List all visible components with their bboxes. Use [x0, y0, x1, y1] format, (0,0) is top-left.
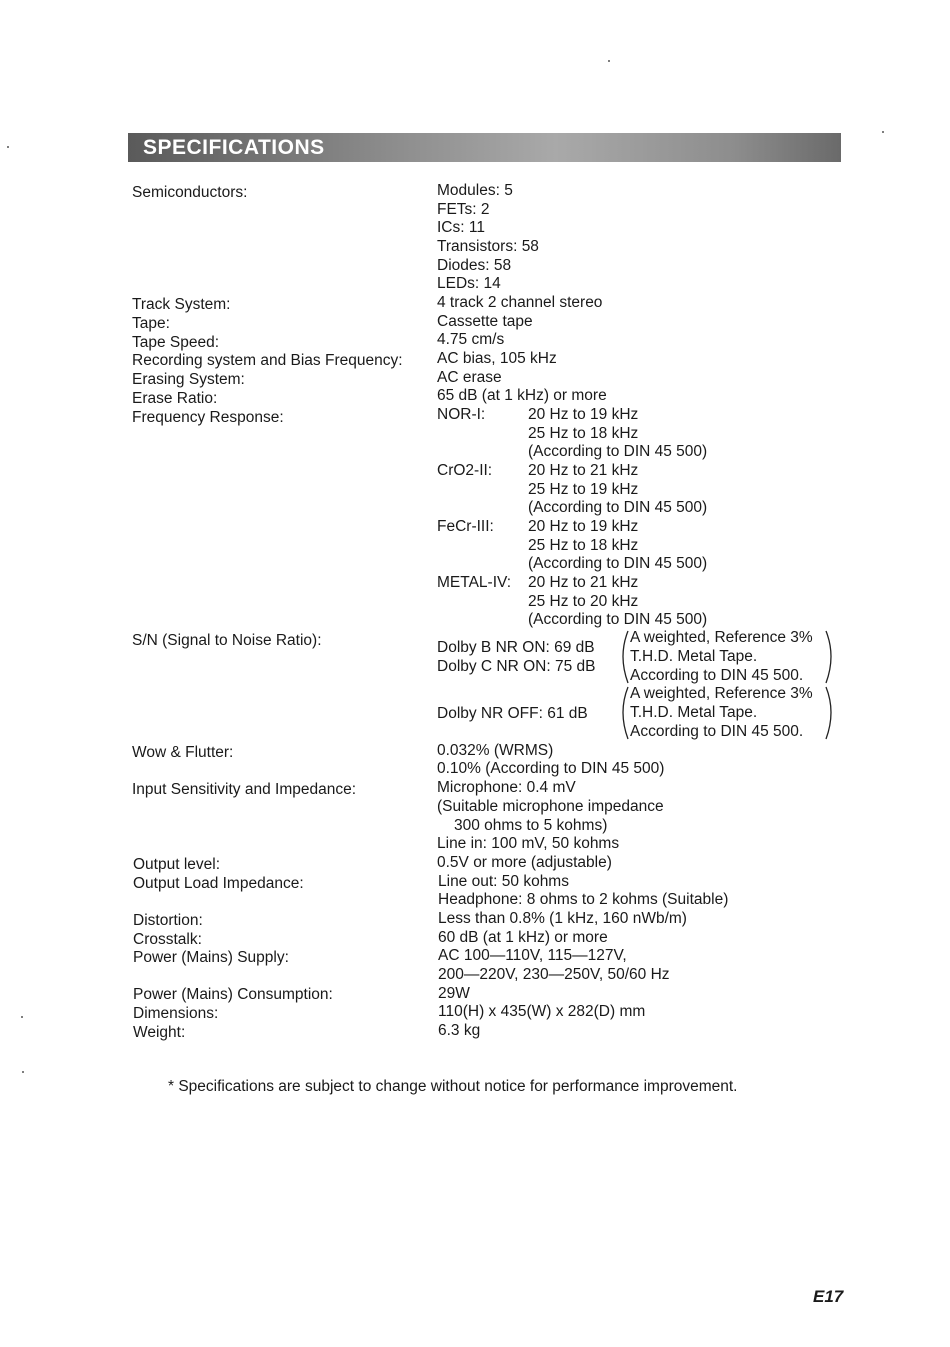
- track-label: Track System:: [132, 296, 231, 313]
- leds-value: LEDs: 14: [437, 275, 501, 292]
- nor-line-1: 20 Hz to 19 kHz: [528, 406, 639, 423]
- consumption-value: 29W: [438, 985, 470, 1002]
- fets-value: FETs: 2: [437, 201, 490, 218]
- speed-value: 4.75 cm/s: [437, 331, 505, 348]
- semiconductors-label: Semiconductors:: [132, 184, 248, 201]
- transistors-value: Transistors: 58: [437, 238, 539, 255]
- sn-label: S/N (Signal to Noise Ratio):: [132, 632, 322, 649]
- tape-value: Cassette tape: [437, 313, 533, 330]
- erase-ratio-label: Erase Ratio:: [132, 390, 218, 407]
- input-label: Input Sensitivity and Impedance:: [132, 781, 357, 798]
- bias-value: AC bias, 105 kHz: [437, 350, 557, 367]
- fecr-line-3: (According to DIN 45 500): [528, 555, 708, 572]
- output-load-label: Output Load Impedance:: [133, 875, 304, 892]
- fecr-line-1: 20 Hz to 19 kHz: [528, 518, 639, 535]
- output-level-value: 0.5V or more (adjustable): [437, 854, 612, 871]
- erase-system-label: Erasing System:: [132, 371, 245, 388]
- distortion-label: Distortion:: [133, 912, 203, 929]
- scan-speck: [7, 146, 9, 148]
- output-load-value-1: Line out: 50 kohms: [438, 873, 569, 890]
- dolby-c-value: Dolby C NR ON: 75 dB: [437, 658, 596, 675]
- footnote: * Specifications are subject to change without notice for performance improvement.: [168, 1078, 738, 1095]
- power-supply-label: Power (Mains) Supply:: [133, 949, 289, 966]
- dimensions-value: 110(H) x 435(W) x 282(D) mm: [438, 1003, 646, 1020]
- consumption-label: Power (Mains) Consumption:: [133, 986, 333, 1003]
- output-level-label: Output level:: [133, 856, 221, 873]
- sn-note-3a: According to DIN 45 500.: [630, 667, 804, 684]
- scan-speck: [882, 131, 884, 133]
- dolby-b-value: Dolby B NR ON: 69 dB: [437, 639, 595, 656]
- cro2-line-1: 20 Hz to 21 kHz: [528, 462, 639, 479]
- input-value-2: (Suitable microphone impedance: [437, 798, 664, 815]
- wow-value-1: 0.032% (WRMS): [437, 742, 554, 759]
- metal-line-2: 25 Hz to 20 kHz: [528, 593, 639, 610]
- track-value: 4 track 2 channel stereo: [437, 294, 603, 311]
- sn-note-2b: T.H.D. Metal Tape.: [630, 704, 758, 721]
- weight-value: 6.3 kg: [438, 1022, 481, 1039]
- cro2-tag: CrO2-II:: [437, 462, 493, 479]
- power-supply-value-2: 200—220V, 230—250V, 50/60 Hz: [438, 966, 670, 983]
- metal-tag: METAL-IV:: [437, 574, 512, 591]
- scan-speck: [22, 1071, 24, 1073]
- modules-value: Modules: 5: [437, 182, 513, 199]
- ics-value: ICs: 11: [437, 219, 485, 236]
- page-number: E17: [813, 1287, 844, 1306]
- scan-speck: [608, 60, 610, 62]
- sn-note-1a: A weighted, Reference 3%: [630, 629, 813, 646]
- cro2-line-3: (According to DIN 45 500): [528, 499, 708, 516]
- metal-line-3: (According to DIN 45 500): [528, 611, 708, 628]
- crosstalk-label: Crosstalk:: [133, 931, 202, 948]
- distortion-value: Less than 0.8% (1 kHz, 160 nWb/m): [438, 910, 687, 927]
- scan-speck: [21, 1016, 23, 1018]
- wow-label: Wow & Flutter:: [132, 744, 234, 761]
- dolby-off-value: Dolby NR OFF: 61 dB: [437, 705, 588, 722]
- cro2-line-2: 25 Hz to 19 kHz: [528, 481, 639, 498]
- power-supply-value-1: AC 100—110V, 115—127V,: [438, 947, 627, 964]
- nor-tag: NOR-I:: [437, 406, 486, 423]
- speed-label: Tape Speed:: [132, 334, 220, 351]
- metal-line-1: 20 Hz to 21 kHz: [528, 574, 639, 591]
- nor-line-2: 25 Hz to 18 kHz: [528, 425, 639, 442]
- input-value-3: 300 ohms to 5 kohms): [454, 817, 608, 834]
- frequency-response-label: Frequency Response:: [132, 409, 284, 426]
- diodes-value: Diodes: 58: [437, 257, 512, 274]
- input-value-4: Line in: 100 mV, 50 kohms: [437, 835, 620, 852]
- fecr-line-2: 25 Hz to 18 kHz: [528, 537, 639, 554]
- fecr-tag: FeCr-III:: [437, 518, 494, 535]
- tape-label: Tape:: [132, 315, 170, 332]
- sn-note-1b: A weighted, Reference 3%: [630, 685, 813, 702]
- weight-label: Weight:: [133, 1024, 186, 1041]
- erase-ratio-value: 65 dB (at 1 kHz) or more: [437, 387, 607, 404]
- bias-label: Recording system and Bias Frequency:: [132, 352, 403, 369]
- sn-note-3b: According to DIN 45 500.: [630, 723, 804, 740]
- input-value-1: Microphone: 0.4 mV: [437, 779, 576, 796]
- sn-note-2a: T.H.D. Metal Tape.: [630, 648, 758, 665]
- erase-system-value: AC erase: [437, 369, 502, 386]
- wow-value-2: 0.10% (According to DIN 45 500): [437, 760, 665, 777]
- dimensions-label: Dimensions:: [133, 1005, 219, 1022]
- section-title: SPECIFICATIONS: [143, 136, 325, 159]
- crosstalk-value: 60 dB (at 1 kHz) or more: [438, 929, 608, 946]
- nor-line-3: (According to DIN 45 500): [528, 443, 708, 460]
- output-load-value-2: Headphone: 8 ohms to 2 kohms (Suitable): [438, 891, 729, 908]
